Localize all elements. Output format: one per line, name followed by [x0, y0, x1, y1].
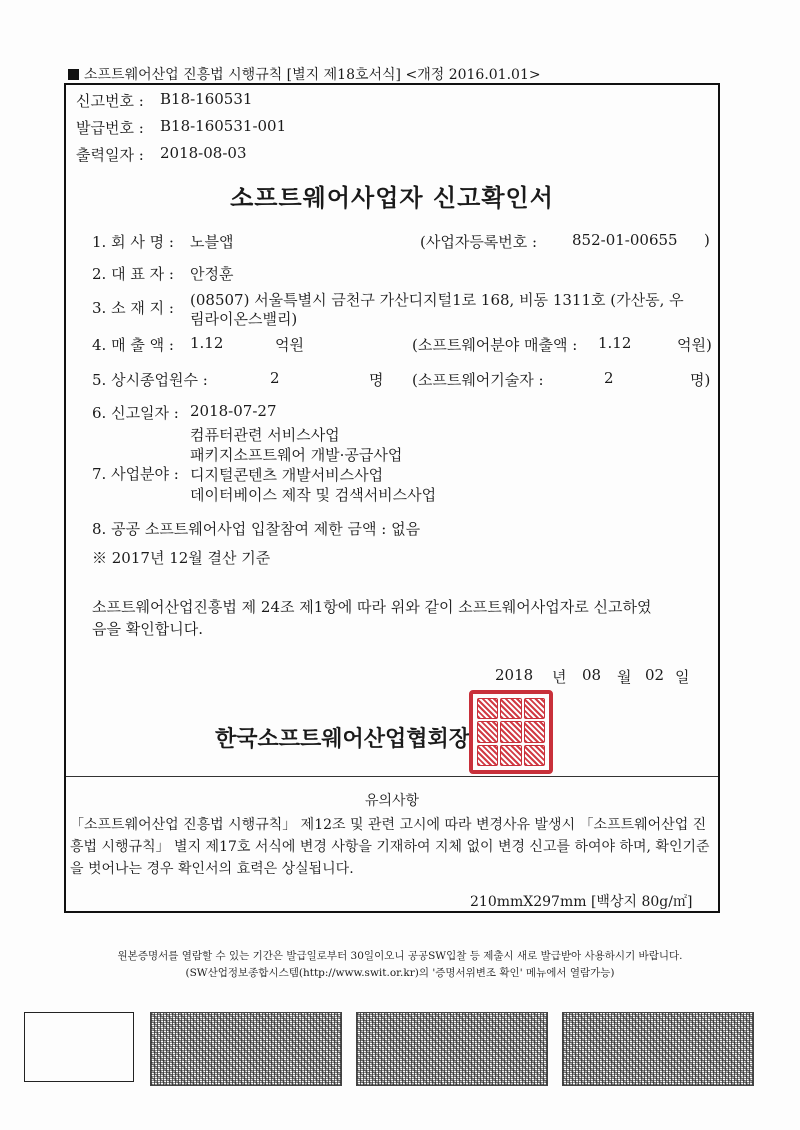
- bid-limit: 8. 공공 소프트웨어사업 입찰참여 제한 금액 : 없음: [92, 520, 421, 538]
- report-no: B18-160531: [160, 90, 253, 108]
- report-date-label: 6. 신고일자 :: [92, 404, 179, 422]
- notice-divider: [66, 776, 718, 777]
- bizno-close: ): [704, 231, 710, 249]
- issue-year-unit: 년: [552, 668, 567, 686]
- report-date: 2018-07-27: [190, 402, 277, 420]
- statement-line1: 소프트웨어산업진흥법 제 24조 제1항에 따라 위와 같이 소프트웨어사업자로 신고하였: [92, 598, 652, 616]
- sales-value: 1.12: [190, 334, 224, 352]
- sw-staff-label: (소프트웨어기술자 :: [412, 371, 544, 389]
- issue-day-unit: 일: [675, 668, 690, 686]
- company-label: 1. 회 사 명 :: [92, 233, 174, 251]
- sw-sales-value: 1.12: [598, 334, 632, 352]
- barcode-3-icon: [562, 1012, 754, 1086]
- address-label: 3. 소 재 지 :: [92, 299, 174, 317]
- issue-year: 2018: [495, 666, 534, 684]
- issue-month: 08: [582, 666, 602, 684]
- form-header-text: 소프트웨어산업 진흥법 시행규칙 [별지 제18호서식] <개정 2016.01.01>: [84, 67, 541, 83]
- paper-spec: 210mmX297mm [백상지 80g/㎡]: [470, 894, 693, 910]
- official-seal-icon: [469, 690, 553, 774]
- business-field-1: 컴퓨터관련 서비스사업: [190, 426, 340, 444]
- settlement-note: ※ 2017년 12월 결산 기준: [92, 549, 271, 567]
- notice-body: 「소프트웨어산업 진흥법 시행규칙」 제12조 및 관련 고시에 따라 변경사유 발생시 「소프트웨어산업 진흥법 시행규칙」 별지 제17호 서식에 변경 사항을 기재하여 지체 없이 변경 신고를 하여야 하며, 확인기준을 벗어나는 경우 확인서의 효력은 상실됩니다.: [70, 817, 710, 877]
- sw-sales-label: (소프트웨어분야 매출액 :: [412, 336, 578, 354]
- issue-month-unit: 월: [617, 668, 632, 686]
- bizno-value: 852-01-00655: [572, 231, 678, 249]
- issue-no-label: 발급번호 :: [76, 119, 144, 137]
- bizno-label: (사업자등록번호 :: [420, 233, 538, 251]
- ceo-label: 2. 대 표 자 :: [92, 265, 174, 283]
- ceo-name: 안정훈: [190, 265, 234, 283]
- employees-value: 2: [270, 369, 280, 387]
- business-field-3: 디지털콘텐츠 개발서비스사업: [190, 466, 384, 484]
- square-bullet-icon: [68, 69, 79, 80]
- barcode-2-icon: [356, 1012, 548, 1086]
- issue-day: 02: [645, 666, 665, 684]
- sw-staff-unit: 명): [690, 371, 711, 389]
- report-no-label: 신고번호 :: [76, 92, 144, 110]
- sales-label: 4. 매 출 액 :: [92, 336, 174, 354]
- employees-unit: 명: [369, 371, 384, 389]
- employees-label: 5. 상시종업원수 :: [92, 371, 208, 389]
- sales-unit: 억원: [275, 336, 304, 354]
- sw-staff-value: 2: [604, 369, 614, 387]
- business-field-label: 7. 사업분야 :: [92, 465, 179, 483]
- issue-no: B18-160531-001: [160, 117, 287, 135]
- barcode-1-icon: [150, 1012, 342, 1086]
- page-title: 소프트웨어사업자 신고확인서: [230, 184, 554, 212]
- print-date-label: 출력일자 :: [76, 146, 144, 164]
- business-field-4: 데이터베이스 제작 및 검색서비스사업: [190, 486, 437, 504]
- notice-title: 유의사항: [364, 793, 420, 809]
- address-line2: 림라이온스밸리): [190, 310, 298, 328]
- business-field-2: 패키지소프트웨어 개발·공급사업: [190, 446, 403, 464]
- sw-sales-unit: 억원): [677, 336, 712, 354]
- address-line1: (08507) 서울특별시 금천구 가산디지털1로 168, 비동 1311호 (가산동, 우: [190, 291, 684, 309]
- company-name: 노블앱: [190, 233, 234, 251]
- verification-box: [24, 1012, 134, 1082]
- footer-line1: 원본증명서를 열람할 수 있는 기간은 발급일로부터 30일이오니 공공SW입찰 등 제출시 새로 발급받아 사용하시기 바랍니다.: [117, 950, 683, 962]
- statement-line2: 음을 확인합니다.: [92, 620, 203, 638]
- form-header: [68, 64, 541, 84]
- print-date: 2018-08-03: [160, 144, 247, 162]
- issuer-name: 한국소프트웨어산업협회장: [215, 727, 471, 752]
- footer-line2: (SW산업정보종합시스템(http://www.swit.or.kr)의 '증명서위변조 확인' 메뉴에서 열람가능): [185, 967, 615, 979]
